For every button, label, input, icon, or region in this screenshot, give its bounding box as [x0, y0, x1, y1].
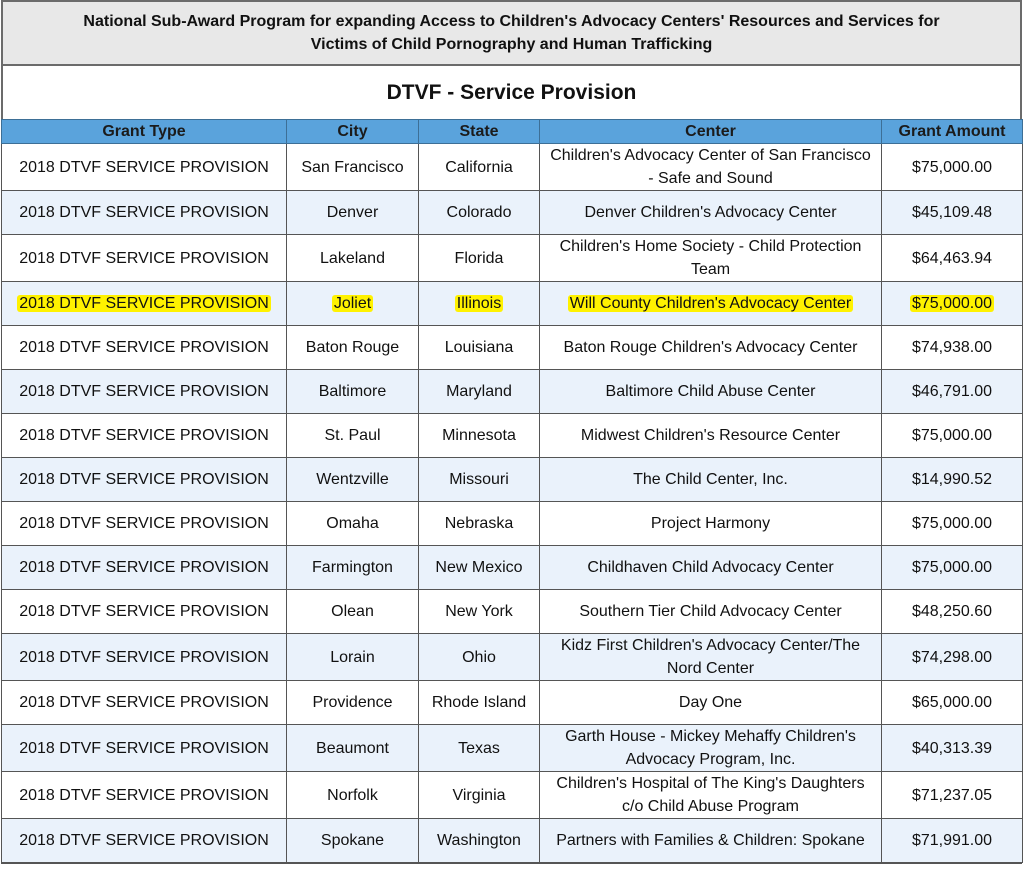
cell-grant-amount[interactable]: [882, 326, 1023, 370]
table-row[interactable]: [2, 725, 1023, 772]
cell-state-text: California: [445, 158, 513, 176]
column-header-grant-type[interactable]: Grant Type: [2, 120, 287, 144]
column-header-grant-amount[interactable]: Grant Amount: [882, 120, 1023, 144]
cell-grant-amount[interactable]: [882, 590, 1023, 634]
cell-state-text: Washington: [437, 832, 521, 849]
section-title: DTVF - Service Provision: [1, 66, 1022, 119]
cell-center-text: Baton Rouge Children's Advocacy Center: [563, 339, 858, 356]
cell-city[interactable]: [287, 725, 419, 772]
cell-center-text: Partners with Families & Children: Spokane: [556, 832, 865, 849]
cell-city-text: Lakeland: [320, 249, 385, 267]
cell-grant-amount[interactable]: [882, 282, 1023, 326]
cell-center-text: Childhaven Child Advocacy Center: [587, 559, 834, 576]
cell-grant-amount[interactable]: [882, 144, 1023, 191]
cell-grant-type[interactable]: [2, 191, 287, 235]
cell-city-text: Spokane: [320, 832, 385, 849]
table-row[interactable]: [2, 191, 1023, 235]
cell-city[interactable]: [287, 370, 419, 414]
cell-state[interactable]: [419, 370, 540, 414]
cell-state-text: New York: [445, 603, 513, 620]
cell-grant-type-text: 2018 DTVF SERVICE PROVISION: [19, 204, 269, 221]
cell-grant-type-text: 2018 DTVF SERVICE PROVISION: [19, 739, 269, 757]
cell-city[interactable]: [287, 191, 419, 235]
cell-state-text: Texas: [458, 739, 500, 757]
cell-center-text: Midwest Children's Resource Center: [580, 427, 841, 444]
cell-city[interactable]: [287, 634, 419, 681]
cell-city-text: Baltimore: [318, 383, 387, 400]
cell-center[interactable]: [540, 235, 882, 282]
title-line-2: Victims of Child Pornography and Human Trafficking: [310, 36, 713, 53]
cell-grant-type-text: 2018 DTVF SERVICE PROVISION: [19, 383, 269, 400]
cell-grant-amount-text: $45,109.48: [911, 204, 993, 221]
cell-grant-amount[interactable]: [882, 819, 1023, 863]
cell-grant-type[interactable]: [2, 502, 287, 546]
cell-grant-type-text: 2018 DTVF SERVICE PROVISION: [19, 249, 269, 267]
table-bottom-edge: [1, 863, 1022, 870]
cell-grant-amount-text: $65,000.00: [911, 694, 993, 711]
cell-state-text: Illinois: [456, 295, 502, 312]
cell-city-text: Omaha: [326, 515, 379, 532]
cell-center[interactable]: [540, 370, 882, 414]
cell-center-text: Baltimore Child Abuse Center: [605, 383, 816, 400]
cell-center-text: Day One: [678, 694, 743, 711]
cell-grant-type-text: 2018 DTVF SERVICE PROVISION: [19, 471, 269, 488]
cell-city[interactable]: [287, 546, 419, 590]
cell-grant-type[interactable]: [2, 144, 287, 191]
cell-center-text: Garth House - Mickey Mehaffy Children's Advocacy Program, Inc.: [565, 728, 856, 768]
cell-state-text: Maryland: [446, 383, 512, 400]
cell-grant-type[interactable]: [2, 681, 287, 725]
cell-center[interactable]: [540, 546, 882, 590]
cell-center-text: The Child Center, Inc.: [633, 471, 788, 488]
cell-state[interactable]: [419, 819, 540, 863]
cell-center[interactable]: [540, 144, 882, 191]
cell-state[interactable]: [419, 235, 540, 282]
table-row[interactable]: [2, 458, 1023, 502]
table-row[interactable]: [2, 634, 1023, 681]
cell-grant-amount-text: $74,298.00: [911, 648, 993, 666]
table-row[interactable]: [2, 235, 1023, 282]
cell-grant-amount[interactable]: [882, 191, 1023, 235]
cell-grant-type[interactable]: [2, 414, 287, 458]
cell-state[interactable]: [419, 590, 540, 634]
cell-grant-amount[interactable]: [882, 458, 1023, 502]
document-title: [1, 0, 1022, 66]
table-row[interactable]: [2, 681, 1023, 725]
table-row[interactable]: [2, 546, 1023, 590]
table-row[interactable]: [2, 414, 1023, 458]
cell-state-text: Louisiana: [444, 339, 514, 356]
cell-city[interactable]: [287, 235, 419, 282]
cell-grant-type[interactable]: [2, 282, 287, 326]
table-row[interactable]: [2, 144, 1023, 191]
cell-city-text: St. Paul: [324, 427, 381, 444]
cell-grant-type-text: 2018 DTVF SERVICE PROVISION: [19, 339, 269, 356]
grants-table: [1, 119, 1023, 863]
cell-city-text: Baton Rouge: [305, 339, 400, 356]
cell-state-text: Minnesota: [442, 427, 516, 444]
cell-grant-type[interactable]: [2, 458, 287, 502]
cell-grant-amount[interactable]: [882, 634, 1023, 681]
cell-grant-amount-text: $75,000.00: [911, 295, 993, 312]
cell-grant-amount-text: $71,237.05: [911, 786, 993, 804]
cell-city[interactable]: [287, 502, 419, 546]
cell-grant-amount-text: $14,990.52: [911, 471, 993, 488]
cell-city[interactable]: [287, 819, 419, 863]
cell-state-text: Rhode Island: [431, 694, 527, 711]
cell-state[interactable]: [419, 144, 540, 191]
cell-grant-type[interactable]: [2, 772, 287, 819]
cell-center[interactable]: [540, 634, 882, 681]
cell-grant-amount-text: $71,991.00: [911, 832, 993, 849]
cell-city[interactable]: [287, 282, 419, 326]
cell-grant-type[interactable]: [2, 235, 287, 282]
cell-center-text: Will County Children's Advocacy Center: [569, 295, 852, 312]
cell-center-text: Project Harmony: [650, 515, 771, 532]
cell-center[interactable]: [540, 191, 882, 235]
cell-grant-amount-text: $75,000.00: [911, 158, 993, 176]
cell-grant-amount[interactable]: [882, 681, 1023, 725]
cell-center-text: Children's Hospital of The King's Daughters c/o Child Abuse Program: [556, 775, 865, 815]
table-row[interactable]: [2, 502, 1023, 546]
cell-grant-type[interactable]: [2, 634, 287, 681]
cell-state[interactable]: [419, 282, 540, 326]
table-row[interactable]: [2, 370, 1023, 414]
cell-center[interactable]: [540, 819, 882, 863]
column-header-state[interactable]: State: [419, 120, 540, 144]
cell-grant-amount[interactable]: [882, 772, 1023, 819]
title-line-1: National Sub-Award Program for expanding Access to Children's Advocacy Centers' Resources and Services for: [83, 13, 940, 30]
cell-state[interactable]: [419, 502, 540, 546]
spreadsheet: [1, 0, 1022, 888]
cell-state[interactable]: [419, 191, 540, 235]
cell-state-text: Florida: [454, 249, 504, 267]
cell-center[interactable]: [540, 282, 882, 326]
cell-city[interactable]: [287, 144, 419, 191]
cell-city[interactable]: [287, 414, 419, 458]
cell-center-text: Children's Advocacy Center of San Francisco - Safe and Sound: [550, 147, 871, 187]
cell-city-text: Denver: [326, 204, 379, 221]
cell-center-text: Denver Children's Advocacy Center: [584, 204, 837, 221]
cell-grant-amount-text: $46,791.00: [911, 383, 993, 400]
cell-city-text: Olean: [331, 603, 374, 620]
cell-state-text: Virginia: [452, 786, 506, 804]
cell-center-text: Southern Tier Child Advocacy Center: [579, 603, 842, 620]
cell-city-text: Lorain: [330, 648, 375, 666]
cell-center[interactable]: [540, 772, 882, 819]
cell-grant-amount-text: $64,463.94: [911, 249, 993, 267]
cell-grant-type[interactable]: [2, 725, 287, 772]
cell-grant-amount[interactable]: [882, 235, 1023, 282]
cell-center[interactable]: [540, 725, 882, 772]
cell-state[interactable]: [419, 326, 540, 370]
cell-state[interactable]: [419, 772, 540, 819]
cell-center-text: Kidz First Children's Advocacy Center/The Nord Center: [560, 637, 861, 677]
table-row[interactable]: [2, 282, 1023, 326]
cell-grant-type-text: 2018 DTVF SERVICE PROVISION: [19, 832, 269, 849]
cell-state-text: Ohio: [462, 648, 496, 666]
cell-state-text: Nebraska: [444, 515, 514, 532]
cell-grant-amount[interactable]: [882, 725, 1023, 772]
cell-city-text: Joliet: [333, 295, 372, 312]
cell-center[interactable]: [540, 414, 882, 458]
cell-city-text: Beaumont: [316, 739, 389, 757]
cell-city[interactable]: [287, 458, 419, 502]
cell-grant-amount-text: $74,938.00: [911, 339, 993, 356]
cell-city-text: Wentzville: [316, 471, 389, 488]
cell-grant-type-text: 2018 DTVF SERVICE PROVISION: [19, 786, 269, 804]
cell-grant-amount[interactable]: [882, 414, 1023, 458]
cell-grant-type[interactable]: [2, 370, 287, 414]
cell-grant-amount-text: $75,000.00: [911, 559, 993, 576]
cell-grant-amount[interactable]: [882, 502, 1023, 546]
cell-state-text: Missouri: [449, 471, 509, 488]
cell-city-text: San Francisco: [301, 158, 404, 176]
cell-grant-type[interactable]: [2, 819, 287, 863]
cell-grant-type[interactable]: [2, 590, 287, 634]
cell-grant-amount-text: $75,000.00: [911, 515, 993, 532]
table-row[interactable]: [2, 772, 1023, 819]
cell-grant-type-text: 2018 DTVF SERVICE PROVISION: [19, 648, 269, 666]
cell-grant-type-text: 2018 DTVF SERVICE PROVISION: [19, 694, 269, 711]
cell-center[interactable]: [540, 326, 882, 370]
cell-grant-amount-text: $48,250.60: [911, 603, 993, 620]
cell-city[interactable]: [287, 326, 419, 370]
cell-state-text: New Mexico: [435, 559, 523, 576]
cell-grant-type[interactable]: [2, 326, 287, 370]
table-header-row: [2, 120, 1023, 144]
cell-grant-type-text: 2018 DTVF SERVICE PROVISION: [19, 295, 269, 312]
cell-state-text: Colorado: [446, 204, 512, 221]
column-header-city[interactable]: City: [287, 120, 419, 144]
cell-grant-type-text: 2018 DTVF SERVICE PROVISION: [19, 603, 269, 620]
cell-grant-amount-text: $40,313.39: [911, 739, 993, 757]
cell-grant-type-text: 2018 DTVF SERVICE PROVISION: [19, 559, 269, 576]
cell-grant-amount[interactable]: [882, 546, 1023, 590]
cell-city[interactable]: [287, 772, 419, 819]
cell-grant-amount[interactable]: [882, 370, 1023, 414]
cell-state[interactable]: [419, 414, 540, 458]
table-row[interactable]: [2, 326, 1023, 370]
cell-city[interactable]: [287, 681, 419, 725]
cell-state[interactable]: [419, 634, 540, 681]
cell-center[interactable]: [540, 502, 882, 546]
cell-grant-type-text: 2018 DTVF SERVICE PROVISION: [19, 515, 269, 532]
cell-state[interactable]: [419, 546, 540, 590]
cell-grant-type[interactable]: [2, 546, 287, 590]
cell-grant-type-text: 2018 DTVF SERVICE PROVISION: [19, 158, 269, 176]
cell-center[interactable]: [540, 681, 882, 725]
cell-state[interactable]: [419, 725, 540, 772]
cell-center[interactable]: [540, 590, 882, 634]
cell-city[interactable]: [287, 590, 419, 634]
table-row[interactable]: [2, 819, 1023, 863]
cell-city-text: Providence: [312, 694, 393, 711]
cell-grant-type-text: 2018 DTVF SERVICE PROVISION: [19, 427, 269, 444]
cell-grant-amount-text: $75,000.00: [911, 427, 993, 444]
cell-center-text: Children's Home Society - Child Protection Team: [559, 238, 862, 278]
column-header-center[interactable]: Center: [540, 120, 882, 144]
cell-city-text: Norfolk: [327, 786, 378, 804]
cell-state[interactable]: [419, 458, 540, 502]
table-row[interactable]: [2, 590, 1023, 634]
cell-city-text: Farmington: [312, 559, 393, 576]
cell-state[interactable]: [419, 681, 540, 725]
cell-center[interactable]: [540, 458, 882, 502]
